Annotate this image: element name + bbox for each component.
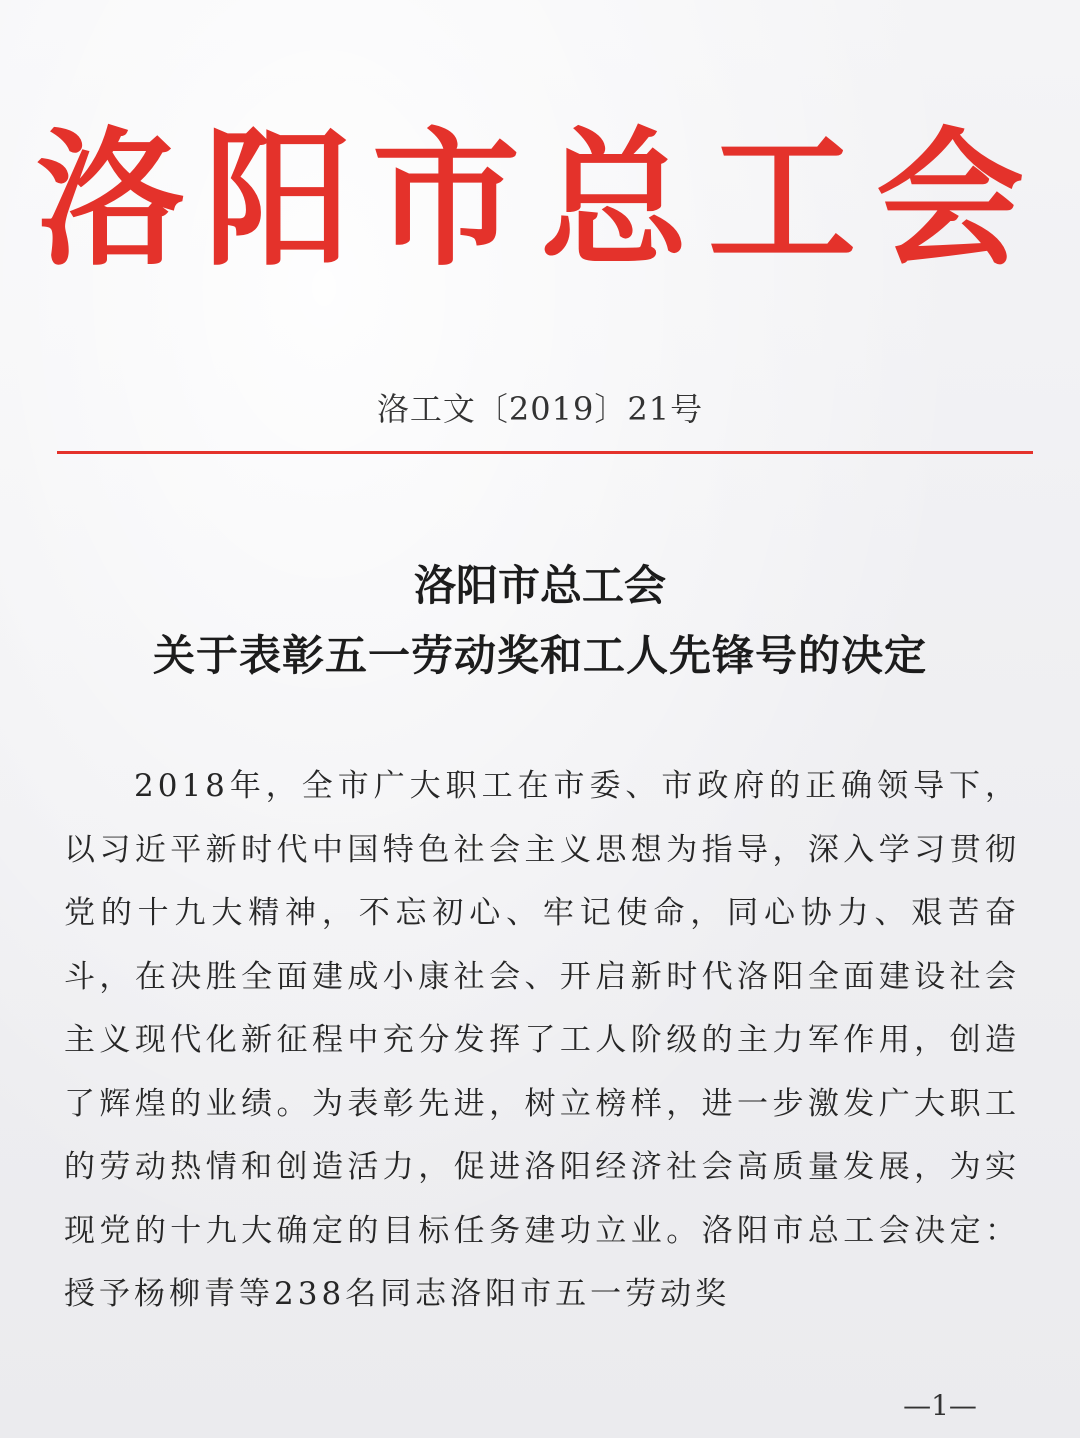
document-title-line-2: 关于表彰五一劳动奖和工人先锋号的决定 (152, 631, 927, 680)
red-divider-line (57, 451, 1033, 454)
document-number: 洛工文〔2019〕21号 (376, 390, 704, 428)
document-title-line-1: 洛阳市总工会 (413, 561, 666, 610)
body-paragraph: 2018年，全市广大职工在市委、市政府的正确领导下，以习近平新时代中国特色社会主义思想为指导，深入学习贯彻党的十九大精神，不忘初心、牢记使命，同心协力、艰苦奋斗，在决胜全面建成小康社会、开启新时代洛阳全面建设社会主义现代化新征程中充分发挥了工人阶级的主力军作用，创造了辉煌的业绩。为表彰先进，树立榜样，进一步激发广大职工的劳动热情和创造活力，促进洛阳经济社会高质量发展，为实现党的十九大确定的目标任务建功立业。洛阳市总工会决定：授予杨柳青等238名同志洛阳市五一劳动奖 (64, 768, 1020, 1312)
page-number: —1— (903, 1389, 977, 1422)
masthead-title: 洛阳市总工会 (36, 114, 1044, 286)
